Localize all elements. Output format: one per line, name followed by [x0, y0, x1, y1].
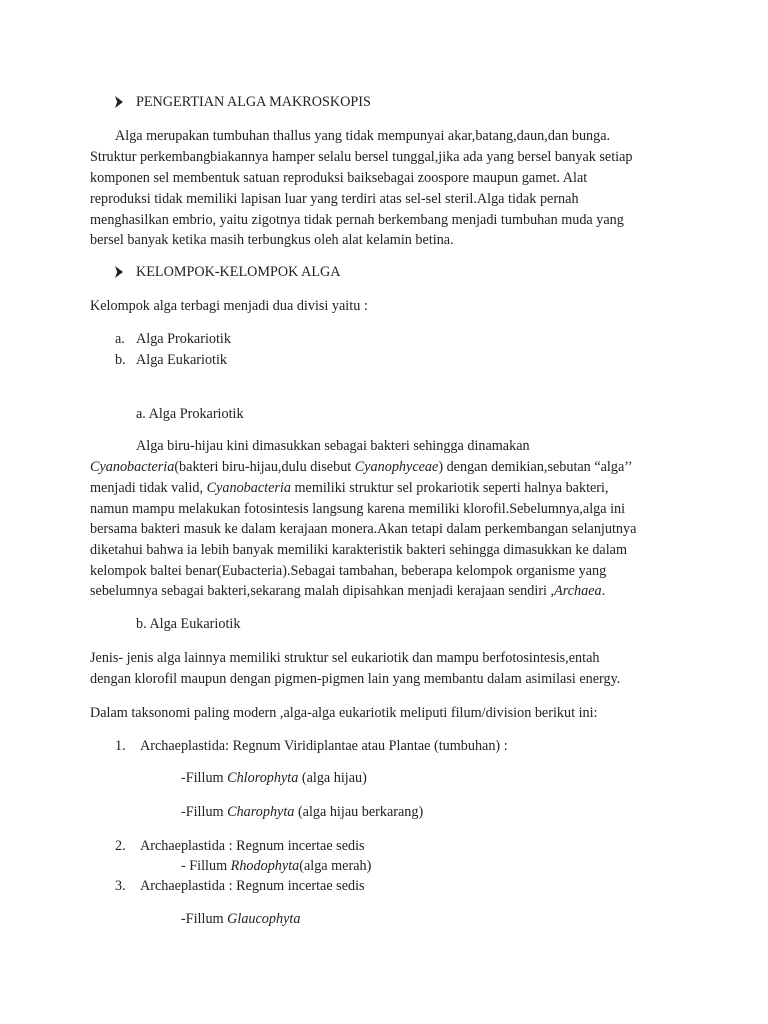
list-item-prokariotik: Alga Prokariotik: [136, 331, 231, 347]
list-marker: 3.: [115, 878, 126, 894]
italic-term: Cyanobacteria: [90, 459, 175, 475]
subheading-prokariotik: a. Alga Prokariotik: [136, 406, 244, 422]
paragraph-line: reproduksi tidak memiliki lapisan luar yang terdiri atas sel-sel steril.Alga tidak pernah: [90, 191, 579, 207]
paragraph-line: Cyanobacteria(bakteri biru-hijau,dulu disebut Cyanophyceae) dengan demikian,sebutan “alga’’: [90, 459, 633, 475]
paragraph-line: komponen sel membentuk satuan reproduksi baiksebagai zoospore maupun gamet. Alat: [90, 170, 588, 186]
italic-term: Cyanophyceae: [354, 459, 439, 475]
section-heading-kelompok: KELOMPOK-KELOMPOK ALGA: [136, 264, 341, 280]
italic-term: Glaucophyta: [227, 911, 301, 927]
sub-item: -Fillum Chlorophyta (alga hijau): [181, 770, 367, 786]
paragraph-line: menjadi tidak valid, Cyanobacteria memiliki struktur sel prokariotik seperti halnya bakteri,: [90, 480, 609, 496]
paragraph-line: dengan klorofil maupun dengan pigmen-pigmen lain yang membantu dalam asimilasi energy.: [90, 671, 621, 687]
numbered-item: Archaeplastida : Regnum incertae sedis: [140, 878, 365, 894]
sub-item: -Fillum Glaucophyta: [181, 911, 301, 927]
paragraph-line: diketahui bahwa ia lebih banyak memiliki karakteristik bakteri sehingga dimasukkan ke dalam: [90, 542, 627, 558]
paragraph-line: Dalam taksonomi paling modern ,alga-alga eukariotik meliputi filum/division berikut ini:: [90, 705, 598, 721]
list-marker: 2.: [115, 838, 126, 854]
italic-term: Rhodophyta: [230, 858, 300, 874]
paragraph-line: Alga biru-hijau kini dimasukkan sebagai bakteri sehingga dinamakan: [136, 438, 530, 454]
italic-term: Chlorophyta: [227, 770, 299, 786]
paragraph-line: Struktur perkembangbiakannya hamper selalu bersel tunggal,jika ada yang bersel banyak setiap: [90, 149, 633, 165]
italic-term: Cyanobacteria: [206, 480, 291, 496]
italic-term: Archaea: [554, 583, 602, 599]
paragraph-line: sebelumnya sebagai bakteri,sekarang malah dipisahkan menjadi kerajaan sendiri ,Archaea.: [90, 583, 606, 599]
italic-term: Charophyta: [227, 804, 295, 820]
paragraph-line: kelompok baltei benar(Eubacteria).Sebagai tambahan, beberapa kelompok organisme yang: [90, 563, 607, 579]
paragraph-line: bersel banyak ketika masih terbungkus oleh alat kelamin betina.: [90, 232, 454, 248]
paragraph-line: bersama bakteri masuk ke dalam kerajaan monera.Akan tetapi dalam perkembangan selanjutnya: [90, 521, 637, 537]
subheading-eukariotik: b. Alga Eukariotik: [136, 616, 241, 632]
numbered-item: Archaeplastida : Regnum incertae sedis: [140, 838, 365, 854]
sub-item: -Fillum Charophyta (alga hijau berkarang): [181, 804, 424, 820]
paragraph-line: namun mampu melakukan fotosintesis langsung karena memiliki klorofil.Sebelumnya,alga ini: [90, 501, 626, 517]
numbered-item: Archaeplastida: Regnum Viridiplantae atau Plantae (tumbuhan) :: [140, 738, 508, 754]
sub-item: - Fillum Rhodophyta(alga merah): [181, 858, 372, 874]
paragraph-line: Alga merupakan tumbuhan thallus yang tidak mempunyai akar,batang,daun,dan bunga.: [115, 128, 611, 144]
arrow-bullet-icon: [115, 96, 123, 108]
list-item-eukariotik: Alga Eukariotik: [136, 352, 228, 368]
list-marker: b.: [115, 352, 126, 368]
section-heading-pengertian: PENGERTIAN ALGA MAKROSKOPIS: [136, 94, 371, 110]
kelompok-intro: Kelompok alga terbagi menjadi dua divisi yaitu :: [90, 298, 368, 314]
list-marker: a.: [115, 331, 125, 347]
paragraph-line: menghasilkan embrio, yaitu zigotnya tidak pernah berkembang menjadi tumbuhan muda yang: [90, 212, 624, 228]
arrow-bullet-icon: [115, 266, 123, 278]
list-marker: 1.: [115, 738, 126, 754]
paragraph-line: Jenis- jenis alga lainnya memiliki struktur sel eukariotik dan mampu berfotosintesis,entah: [90, 650, 600, 666]
